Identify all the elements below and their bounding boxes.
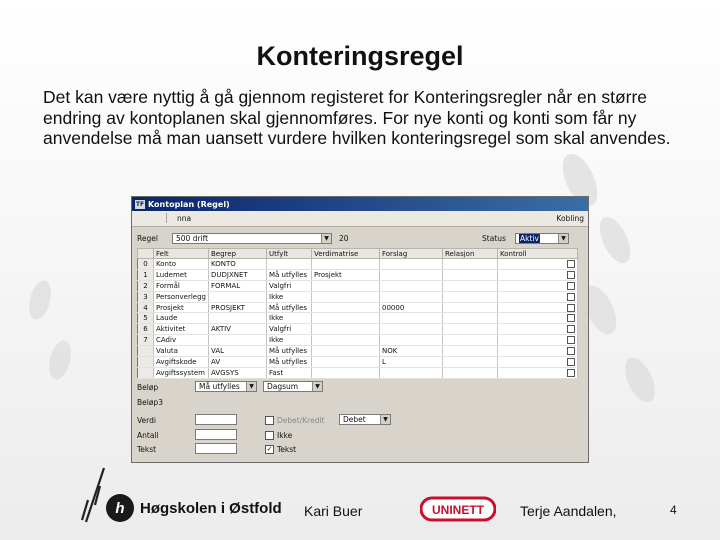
cell-kontroll <box>498 367 578 378</box>
cell-kontroll <box>498 346 578 357</box>
author-name: Terje Aandalen, <box>520 503 617 519</box>
cell-utfylt[interactable]: Valgfri <box>267 280 312 291</box>
grid-body <box>138 259 578 379</box>
cell-kontroll <box>498 269 578 280</box>
cell-begrep[interactable] <box>209 335 267 346</box>
antall-label: Antall <box>137 431 159 440</box>
tekst-input[interactable] <box>195 443 237 454</box>
window-title: Kontoplan (Regel) <box>148 199 230 209</box>
cell-verdimatrise[interactable] <box>312 346 380 357</box>
regel-code: 20 <box>339 234 349 243</box>
cell-felt[interactable]: Laude <box>154 313 209 324</box>
cell-utfylt[interactable] <box>267 259 312 270</box>
cell-forslag[interactable] <box>380 259 443 270</box>
cell-felt[interactable]: Ludemet <box>154 269 209 280</box>
debet-label: Debet/Kredit <box>277 416 325 425</box>
regel-select[interactable] <box>172 233 332 244</box>
cell-verdimatrise[interactable] <box>312 367 380 378</box>
row-number: 2 <box>138 280 154 291</box>
hiof-logo <box>106 494 282 522</box>
toolbar-label: nna <box>177 214 192 223</box>
cell-utfylt[interactable]: Ikke <box>267 335 312 346</box>
cell-felt[interactable]: Aktivitet <box>154 324 209 335</box>
belop-value: Må utfylles <box>199 382 240 391</box>
cell-utfylt[interactable]: Fast <box>267 367 312 378</box>
cell-begrep[interactable] <box>209 291 267 302</box>
cell-begrep[interactable]: AV <box>209 357 267 368</box>
tekst-check-label: Tekst <box>277 445 297 454</box>
cell-verdimatrise[interactable] <box>312 324 380 335</box>
tekst-label: Tekst <box>137 445 157 454</box>
table-row[interactable] <box>138 335 578 346</box>
cell-utfylt[interactable]: Valgfri <box>267 324 312 335</box>
hiof-logo-text: Høgskolen i Østfold <box>140 499 282 517</box>
cell-verdimatrise[interactable] <box>312 357 380 368</box>
belop3-label: Beløp3 <box>137 398 163 407</box>
row-number: 4 <box>138 302 154 313</box>
kobling-menu[interactable]: Kobling <box>556 214 584 223</box>
grid-header-row <box>138 249 578 259</box>
ikke-checkbox[interactable] <box>265 431 274 440</box>
cell-utfylt[interactable]: Må utfylles <box>267 269 312 280</box>
chevron-down-icon[interactable]: ▼ <box>380 415 390 424</box>
cell-utfylt[interactable]: Ikke <box>267 291 312 302</box>
row-number <box>138 346 154 357</box>
cell-kontroll <box>498 357 578 368</box>
table-row[interactable] <box>138 313 578 324</box>
cell-felt[interactable]: Personverlegg <box>154 291 209 302</box>
cell-relasjon[interactable] <box>443 259 498 270</box>
bottom-form <box>137 381 577 459</box>
cell-forslag[interactable] <box>380 269 443 280</box>
cell-begrep[interactable]: AKTIV <box>209 324 267 335</box>
cell-utfylt[interactable]: Må utfylles <box>267 302 312 313</box>
row-number: 5 <box>138 313 154 324</box>
regel-grid <box>137 248 578 379</box>
grid-header-forslag[interactable]: Forslag <box>380 249 443 259</box>
grid-header-utfylt[interactable]: Utfylt <box>267 249 312 259</box>
slide-body-text: Det kan være nyttig å gå gjennom registeret for Konteringsregler når en større endring av kontoplanen skal gjennomføres. For nye konti og konti som får ny anvendelse må man uansett vurdere hvilken konteringsregel som skal anvendes. <box>43 87 671 148</box>
cell-relasjon[interactable] <box>443 280 498 291</box>
chevron-down-icon[interactable]: ▼ <box>246 382 256 391</box>
table-row[interactable] <box>138 367 578 378</box>
chevron-down-icon[interactable]: ▼ <box>558 234 568 243</box>
kontroll-checkbox[interactable] <box>567 271 575 279</box>
cell-relasjon[interactable] <box>443 335 498 346</box>
cell-verdimatrise[interactable] <box>312 313 380 324</box>
cell-kontroll <box>498 335 578 346</box>
ikke-label: Ikke <box>277 431 293 440</box>
status-value: Aktiv <box>520 234 539 243</box>
cell-felt[interactable]: Avgiftskode <box>154 357 209 368</box>
cell-kontroll <box>498 313 578 324</box>
cell-felt[interactable]: Valuta <box>154 346 209 357</box>
grid-header-verdimatrise[interactable]: Verdimatrise <box>312 249 380 259</box>
cell-kontroll <box>498 291 578 302</box>
window-toolbar <box>132 211 588 227</box>
cell-forslag[interactable] <box>380 335 443 346</box>
cell-relasjon[interactable] <box>443 367 498 378</box>
cell-kontroll <box>498 302 578 313</box>
table-row[interactable] <box>138 357 578 368</box>
regel-value: 500 drift <box>176 234 209 243</box>
cell-relasjon[interactable] <box>443 357 498 368</box>
cell-forslag[interactable]: 00000 <box>380 302 443 313</box>
cell-relasjon[interactable] <box>443 313 498 324</box>
presenter-name: Kari Buer <box>304 503 363 519</box>
regel-label: Regel <box>137 234 158 243</box>
cell-kontroll <box>498 280 578 291</box>
cell-forslag[interactable]: L <box>380 357 443 368</box>
belop-dd2-select[interactable] <box>263 381 323 392</box>
cell-forslag[interactable]: NOK <box>380 346 443 357</box>
cell-felt[interactable]: CAdiv <box>154 335 209 346</box>
cell-kontroll <box>498 259 578 270</box>
cell-utfylt[interactable]: Ikke <box>267 313 312 324</box>
belop-select[interactable] <box>195 381 257 392</box>
cell-forslag[interactable] <box>380 367 443 378</box>
verdi-label: Verdi <box>137 416 156 425</box>
cell-forslag[interactable] <box>380 324 443 335</box>
cell-verdimatrise[interactable] <box>312 259 380 270</box>
kontroll-checkbox[interactable] <box>567 293 575 301</box>
cell-verdimatrise[interactable] <box>312 335 380 346</box>
cell-felt[interactable]: Avgiftssystem <box>154 367 209 378</box>
chevron-down-icon[interactable]: ▼ <box>321 234 331 243</box>
table-row[interactable] <box>138 291 578 302</box>
antall-input[interactable] <box>195 429 237 440</box>
cell-begrep[interactable]: DUDJXNET <box>209 269 267 280</box>
table-row[interactable] <box>138 259 578 270</box>
cell-relasjon[interactable] <box>443 324 498 335</box>
debet-select[interactable] <box>339 414 391 425</box>
table-row[interactable] <box>138 346 578 357</box>
uninett-logo <box>420 495 496 523</box>
cell-felt[interactable]: Konto <box>154 259 209 270</box>
row-number <box>138 357 154 368</box>
status-select[interactable] <box>515 233 569 244</box>
regel-row <box>137 233 583 247</box>
row-number <box>138 367 154 378</box>
row-number: 6 <box>138 324 154 335</box>
slide-title: Konteringsregel <box>256 41 464 71</box>
kontroll-checkbox[interactable] <box>567 347 575 355</box>
chevron-down-icon[interactable]: ▼ <box>312 382 322 391</box>
cell-begrep[interactable]: PROSJEKT <box>209 302 267 313</box>
grid-header-felt[interactable]: Felt <box>154 249 209 259</box>
status-label: Status <box>482 234 506 243</box>
row-number: 7 <box>138 335 154 346</box>
cell-felt[interactable]: Prosjekt <box>154 302 209 313</box>
window-titlebar <box>132 197 588 211</box>
kontroll-checkbox[interactable] <box>567 358 575 366</box>
cell-forslag[interactable] <box>380 313 443 324</box>
kontroll-checkbox[interactable] <box>567 314 575 322</box>
cell-utfylt[interactable]: Må utfylles <box>267 357 312 368</box>
cell-relasjon[interactable] <box>443 302 498 313</box>
table-row[interactable] <box>138 324 578 335</box>
belop-dd2-value: Dagsum <box>267 382 299 391</box>
kontroll-checkbox[interactable] <box>567 325 575 333</box>
cell-relasjon[interactable] <box>443 269 498 280</box>
kontroll-checkbox[interactable] <box>567 260 575 268</box>
kontoplan-window <box>131 196 589 463</box>
cell-kontroll <box>498 324 578 335</box>
cell-begrep[interactable] <box>209 313 267 324</box>
cell-felt[interactable]: Formål <box>154 280 209 291</box>
cell-utfylt[interactable]: Må utfylles <box>267 346 312 357</box>
page-number: 4 <box>670 503 677 517</box>
toolbar-button-group[interactable] <box>134 213 167 223</box>
row-number: 0 <box>138 259 154 270</box>
debet-value: Debet <box>343 415 366 424</box>
verdi-input[interactable] <box>195 414 237 425</box>
cell-begrep[interactable]: FORMAL <box>209 280 267 291</box>
row-number: 1 <box>138 269 154 280</box>
table-row[interactable] <box>138 302 578 313</box>
hiof-logo-icon: h <box>106 494 134 522</box>
cell-relasjon[interactable] <box>443 291 498 302</box>
grid-header-relasjon[interactable]: Relasjon <box>443 249 498 259</box>
cell-relasjon[interactable] <box>443 346 498 357</box>
cell-forslag[interactable] <box>380 291 443 302</box>
grid-header-kontroll[interactable]: Kontroll <box>498 249 578 259</box>
belop-label: Beløp <box>137 383 159 392</box>
cell-forslag[interactable] <box>380 280 443 291</box>
cell-begrep[interactable]: AVGSYS <box>209 367 267 378</box>
table-row[interactable] <box>138 280 578 291</box>
kontroll-checkbox[interactable] <box>567 369 575 377</box>
cell-begrep[interactable]: KONTO <box>209 259 267 270</box>
grid-header-begrep[interactable]: Begrep <box>209 249 267 259</box>
grid-header-rownum <box>138 249 154 259</box>
tekst-checkbox[interactable]: ✓ <box>266 445 273 453</box>
kontroll-checkbox[interactable] <box>567 282 575 290</box>
cell-verdimatrise[interactable] <box>312 291 380 302</box>
kontroll-checkbox[interactable] <box>567 336 575 344</box>
cell-verdimatrise[interactable] <box>312 280 380 291</box>
cell-verdimatrise[interactable] <box>312 302 380 313</box>
cell-verdimatrise[interactable]: Prosjekt <box>312 269 380 280</box>
uninett-logo-text: UNINETT <box>432 503 484 517</box>
app-icon: TF <box>135 200 145 208</box>
table-row[interactable] <box>138 269 578 280</box>
kontroll-checkbox[interactable] <box>567 304 575 312</box>
cell-begrep[interactable]: VAL <box>209 346 267 357</box>
debet-checkbox[interactable] <box>265 416 274 425</box>
row-number: 3 <box>138 291 154 302</box>
